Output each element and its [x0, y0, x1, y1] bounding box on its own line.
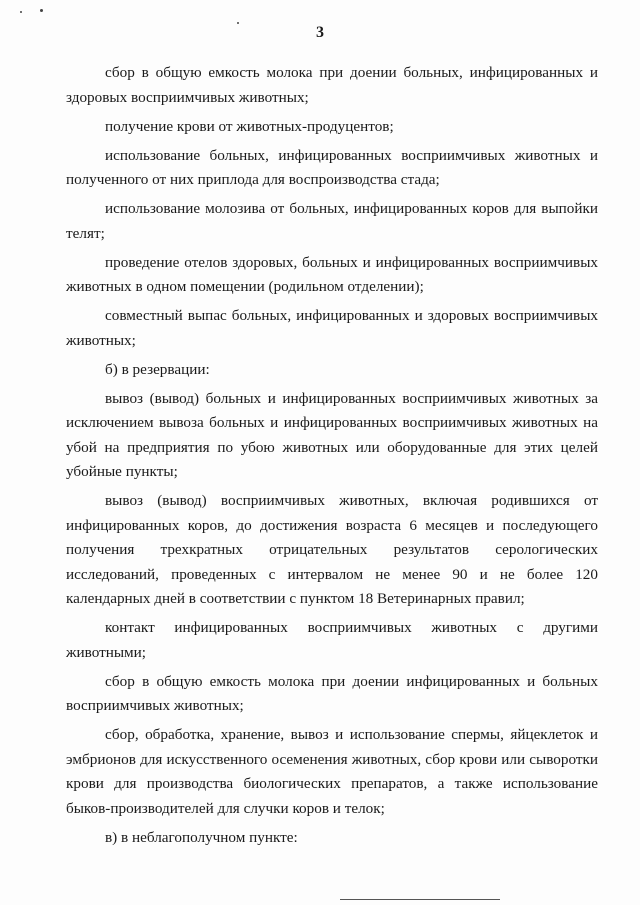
paragraph-export-susceptible: вывоз (вывод) восприимчивых животных, включая родившихся от инфицированных коров, до достижения возраста 6 месяцев и последующего получения трехкратных отрицательных результатов серологических исследований, проведенных с интервалом не менее 90 и не более 120 календарных дней в соответствии с пунктом 18 Ветеринарных правил;	[66, 492, 598, 607]
paragraph-contact: контакт инфицированных восприимчивых животных с другими животными;	[66, 619, 598, 661]
paragraph-use-for-reproduction: использование больных, инфицированных восприимчивых животных и полученного от них приплода для воспроизводства стада;	[66, 146, 598, 188]
paragraph-joint-grazing: совместный выпас больных, инфицированных и здоровых восприимчивых животных;	[66, 307, 598, 349]
paragraph-export-infected: вывоз (вывод) больных и инфицированных восприимчивых животных за исключением вывоза больных и инфицированных восприимчивых животных на убой на предприятия по убою животных или оборудованные для этих целей убойные пункты;	[66, 389, 598, 480]
paragraph-milk-collection-infected: сбор в общую емкость молока при доении инфицированных и больных восприимчивых животных;	[66, 672, 598, 714]
bottom-edge-line	[340, 899, 500, 900]
section-heading-unfavorable-point: в) в неблагополучном пункте:	[105, 828, 298, 846]
paragraph-colostrum: использование молозива от больных, инфицированных коров для выпойки телят;	[66, 200, 598, 242]
paragraph-milk-collection: сбор в общую емкость молока при доении больных, инфицированных и здоровых восприимчивых животных;	[66, 64, 598, 106]
section-heading-reservation: б) в резервации:	[105, 360, 210, 378]
paragraph-calving: проведение отелов здоровых, больных и инфицированных восприимчивых животных в одном помещении (родильном отделении);	[66, 253, 598, 295]
scan-speck	[40, 9, 43, 12]
page-number: 3	[316, 24, 324, 41]
paragraph-blood-from-producers: получение крови от животных-продуцентов;	[105, 117, 394, 135]
document-body	[66, 61, 598, 855]
scan-speck	[20, 11, 22, 13]
paragraph-semen-embryos: сбор, обработка, хранение, вывоз и использование спермы, яйцеклеток и эмбрионов для искусственного осеменения животных, сбор крови или сыворотки крови для производства биологических препаратов, а также использование быков-производителей для случки коров и телок;	[66, 726, 598, 817]
